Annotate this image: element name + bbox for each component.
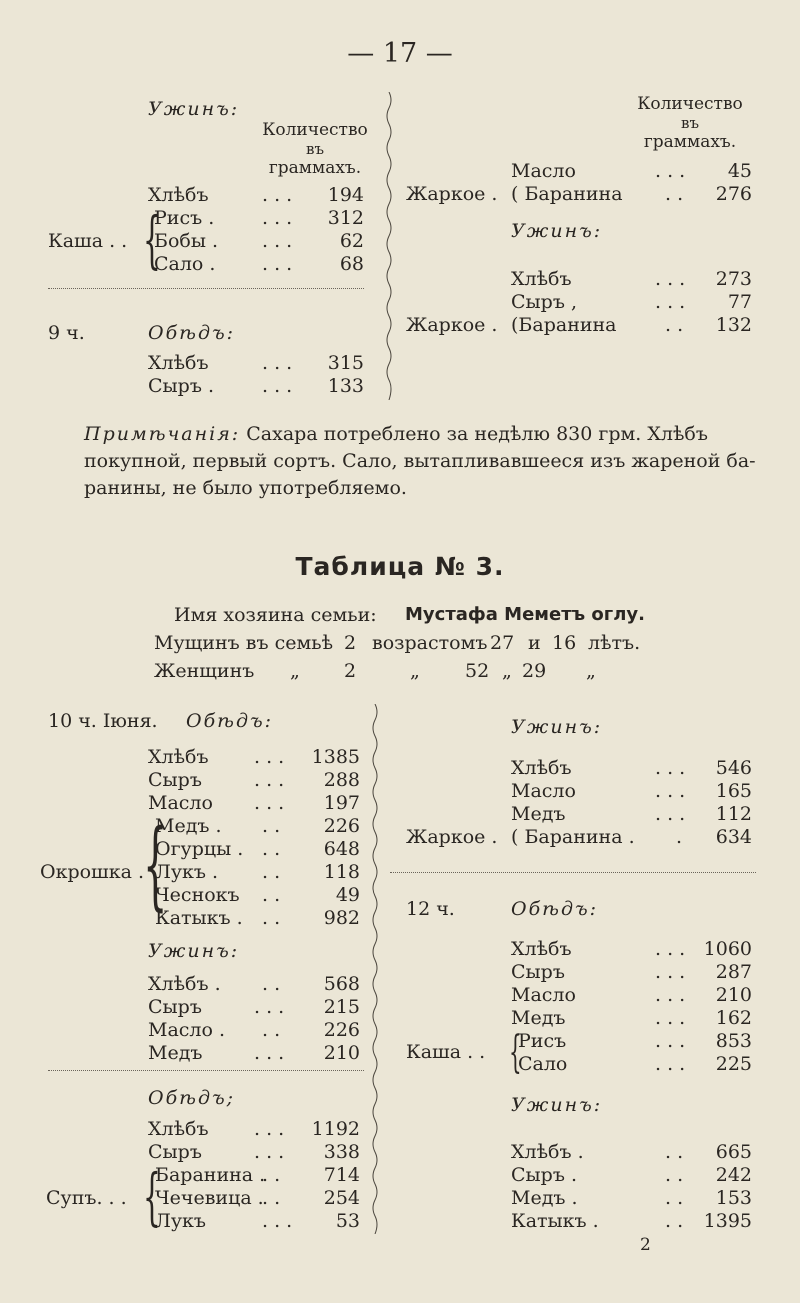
dish-label-zharkoe: Жаркое . (406, 826, 498, 848)
host-name: Мустафа Меметъ оглу. (405, 604, 645, 625)
food-label: Медъ . (511, 1187, 578, 1209)
food-grams: 133 (327, 375, 364, 397)
food-label: Чечевица . (155, 1187, 264, 1209)
curly-brace-icon: { (509, 1027, 522, 1078)
quantity-header-line2: въ (306, 140, 324, 158)
women-age: 52 (465, 660, 490, 682)
footnote-label: Примѣчанія: (84, 423, 241, 445)
leader-dots: . . . (262, 207, 293, 229)
column-separator (385, 92, 393, 400)
ditto-mark: „ (410, 660, 420, 682)
leader-dots: . . . (262, 1210, 293, 1232)
leader-dots: . (676, 826, 683, 848)
food-label: Баранина . (155, 1164, 266, 1186)
leader-dots: . . . (254, 746, 285, 768)
food-grams: 273 (715, 268, 752, 290)
leader-dots: . . (665, 1210, 684, 1232)
leader-dots: . . . (655, 803, 686, 825)
women-label: Женщинъ (154, 660, 255, 682)
food-label: Хлѣбъ . (148, 973, 221, 995)
food-grams: 312 (327, 207, 364, 229)
food-label: Хлѣбъ (148, 352, 209, 374)
page-number: — 17 — (347, 38, 453, 69)
leader-dots: . . . (254, 769, 285, 791)
food-label: Сало (518, 1053, 568, 1075)
footnote-line: Сахара потреблено за недѣлю 830 грм. Хлѣбъ (246, 423, 708, 445)
quantity-header-line2: въ (681, 114, 699, 132)
food-grams: 162 (715, 1007, 752, 1029)
food-grams: 68 (339, 253, 364, 275)
quantity-header-line1: Количество (637, 94, 743, 114)
leader-dots: . . . (655, 938, 686, 960)
ditto-mark: „ (586, 660, 596, 682)
leader-dots: . . . (262, 352, 293, 374)
dish-label-kasha: Каша . . (48, 230, 128, 252)
footnote-line: покупной, первый сортъ. Сало, вытапливавшееся изъ жареной ба- (84, 450, 756, 472)
food-grams: 254 (323, 1187, 360, 1209)
curly-brace-icon: { (143, 203, 161, 276)
food-grams: 1060 (703, 938, 752, 960)
lunch-heading: Обѣдъ: (186, 710, 274, 732)
leader-dots: . . (262, 838, 281, 860)
supper-heading: Ужинъ: (148, 940, 240, 962)
leader-dots: . . (262, 1187, 281, 1209)
food-grams: 215 (323, 996, 360, 1018)
day-label: 9 ч. (48, 322, 85, 344)
food-label: Медъ (511, 803, 566, 825)
food-label: Чеснокъ (155, 884, 240, 906)
leader-dots: . . (262, 815, 281, 837)
women-count: 2 (344, 660, 357, 682)
food-label: Сыръ (148, 1141, 202, 1163)
food-label: Сыръ (148, 996, 202, 1018)
lunch-heading: Обѣдъ; (148, 1087, 236, 1109)
day-label: 12 ч. (406, 898, 455, 920)
food-label: Медъ (148, 1042, 203, 1064)
food-grams: 546 (715, 757, 752, 779)
food-grams: 165 (715, 780, 752, 802)
years-label: лѣтъ. (588, 632, 641, 654)
food-grams: 210 (323, 1042, 360, 1064)
food-grams: 132 (715, 314, 752, 336)
leader-dots: . . . (655, 1030, 686, 1052)
food-label: Катыкъ . (155, 907, 243, 929)
conjunction: и (528, 632, 541, 654)
ditto-mark: „ (290, 660, 300, 682)
food-grams: 226 (323, 1019, 360, 1041)
leader-dots: . . . (655, 268, 686, 290)
food-label: Хлѣбъ (148, 184, 209, 206)
food-grams: 53 (335, 1210, 360, 1232)
food-label: Масло (511, 984, 576, 1006)
supper-heading: Ужинъ: (511, 220, 603, 242)
men-age: 27 (490, 632, 515, 654)
table-title: Таблица № 3. (295, 552, 505, 581)
food-grams: 665 (715, 1141, 752, 1163)
food-grams: 1385 (311, 746, 360, 768)
dish-label-zharkoe: Жаркое . (406, 314, 498, 336)
dish-label-zharkoe: Жаркое . (406, 183, 498, 205)
food-grams: 982 (323, 907, 360, 929)
food-grams: 287 (715, 961, 752, 983)
section-divider (48, 1070, 364, 1071)
supper-heading: Ужинъ: (511, 716, 603, 738)
food-grams: 118 (323, 861, 360, 883)
leader-dots: . . (262, 861, 281, 883)
food-grams: 197 (323, 792, 360, 814)
food-grams: 226 (323, 815, 360, 837)
ditto-mark: „ (502, 660, 512, 682)
food-grams: 153 (715, 1187, 752, 1209)
leader-dots: . . . (655, 757, 686, 779)
food-label: Масло (148, 792, 213, 814)
food-grams: 242 (715, 1164, 752, 1186)
food-grams: 112 (715, 803, 752, 825)
men-count: 2 (344, 632, 357, 654)
leader-dots: . . . (655, 984, 686, 1006)
leader-dots: . . (665, 1187, 684, 1209)
leader-dots: . . . (262, 375, 293, 397)
host-label: Имя хозяина семьи: (174, 604, 377, 626)
food-label: Хлѣбъ . (511, 1141, 584, 1163)
food-label: Масло . (148, 1019, 226, 1041)
signature-mark: 2 (640, 1235, 651, 1255)
day-label: 10 ч. Іюня. (48, 710, 158, 732)
men-label: Мущинъ въ семьѣ (154, 632, 334, 654)
curly-brace-icon: { (143, 1160, 161, 1233)
footnote-line: ранины, не было употребляемо. (84, 477, 407, 499)
food-grams: 1395 (703, 1210, 752, 1232)
food-label: Хлѣбъ (511, 268, 572, 290)
food-label: Лукъ (155, 1210, 206, 1232)
age-label: возрастомъ (372, 632, 488, 654)
food-label: Сало . (154, 253, 216, 275)
food-label: Сыръ (511, 961, 565, 983)
leader-dots: . . (665, 1141, 684, 1163)
food-label: Рисъ . (154, 207, 215, 229)
food-label: Сыръ (148, 769, 202, 791)
women-age: 29 (522, 660, 547, 682)
food-label: Медъ . (155, 815, 222, 837)
quantity-header-line1: Количество (262, 120, 368, 140)
leader-dots: . . . (262, 253, 293, 275)
food-label: Масло (511, 780, 576, 802)
footnote (84, 421, 756, 502)
food-grams: 648 (323, 838, 360, 860)
food-label: Хлѣбъ (511, 757, 572, 779)
leader-dots: . . (665, 1164, 684, 1186)
food-grams: 634 (715, 826, 752, 848)
leader-dots: . . . (254, 1141, 285, 1163)
food-grams: 288 (323, 769, 360, 791)
food-grams: 62 (339, 230, 364, 252)
food-grams: 49 (335, 884, 360, 906)
leader-dots: . . (262, 1019, 281, 1041)
leader-dots: . . (665, 314, 684, 336)
leader-dots: . . . (262, 230, 293, 252)
leader-dots: . . (262, 973, 281, 995)
section-divider (390, 872, 756, 873)
dish-label-soup: Супъ. . . (46, 1187, 127, 1209)
food-grams: 194 (327, 184, 364, 206)
food-grams: 568 (323, 973, 360, 995)
food-grams: 225 (715, 1053, 752, 1075)
column-separator (371, 704, 379, 1234)
curly-brace-icon: { (143, 809, 168, 921)
leader-dots: . . (262, 1164, 281, 1186)
quantity-header-line3: граммахъ. (268, 158, 362, 178)
food-grams: 210 (715, 984, 752, 1006)
food-grams: 77 (727, 291, 752, 313)
lunch-heading: Обѣдъ: (148, 322, 236, 344)
food-label: ( Баранина (511, 183, 623, 205)
food-grams: 714 (323, 1164, 360, 1186)
leader-dots: . . . (655, 961, 686, 983)
food-label: Лукъ . (155, 861, 219, 883)
food-label: Рисъ (518, 1030, 567, 1052)
supper-heading: Ужинъ: (511, 1094, 603, 1116)
leader-dots: . . (665, 183, 684, 205)
food-label: (Баранина (511, 314, 617, 336)
men-age: 16 (552, 632, 577, 654)
food-grams: 338 (323, 1141, 360, 1163)
food-label: Сыръ . (511, 1164, 577, 1186)
leader-dots: . . . (655, 1007, 686, 1029)
leader-dots: . . . (254, 1042, 285, 1064)
food-grams: 853 (715, 1030, 752, 1052)
leader-dots: . . . (655, 291, 686, 313)
leader-dots: . . . (262, 184, 293, 206)
supper-heading: Ужинъ: (148, 98, 240, 120)
food-grams: 315 (327, 352, 364, 374)
food-label: ( Баранина . (511, 826, 635, 848)
leader-dots: . . (262, 884, 281, 906)
leader-dots: . . . (655, 160, 686, 182)
food-label: Огурцы . (155, 838, 244, 860)
food-label: Хлѣбъ (148, 746, 209, 768)
food-label: Масло (511, 160, 576, 182)
food-label: Медъ (511, 1007, 566, 1029)
food-label: Сыръ . (148, 375, 214, 397)
food-grams: 276 (715, 183, 752, 205)
leader-dots: . . (262, 907, 281, 929)
leader-dots: . . . (254, 792, 285, 814)
leader-dots: . . . (655, 780, 686, 802)
section-divider (48, 288, 364, 289)
food-label: Хлѣбъ (511, 938, 572, 960)
food-label: Хлѣбъ (148, 1118, 209, 1140)
quantity-header-line3: граммахъ. (643, 132, 737, 152)
leader-dots: . . . (254, 1118, 285, 1140)
lunch-heading: Обѣдъ: (511, 898, 599, 920)
food-label: Бобы . (154, 230, 219, 252)
food-grams: 45 (727, 160, 752, 182)
food-label: Катыкъ . (511, 1210, 599, 1232)
food-grams: 1192 (311, 1118, 360, 1140)
leader-dots: . . . (655, 1053, 686, 1075)
leader-dots: . . . (254, 996, 285, 1018)
dish-label-okroshka: Окрошка . (40, 861, 144, 883)
food-label: Сыръ , (511, 291, 577, 313)
dish-label-kasha: Каша . . (406, 1041, 486, 1063)
